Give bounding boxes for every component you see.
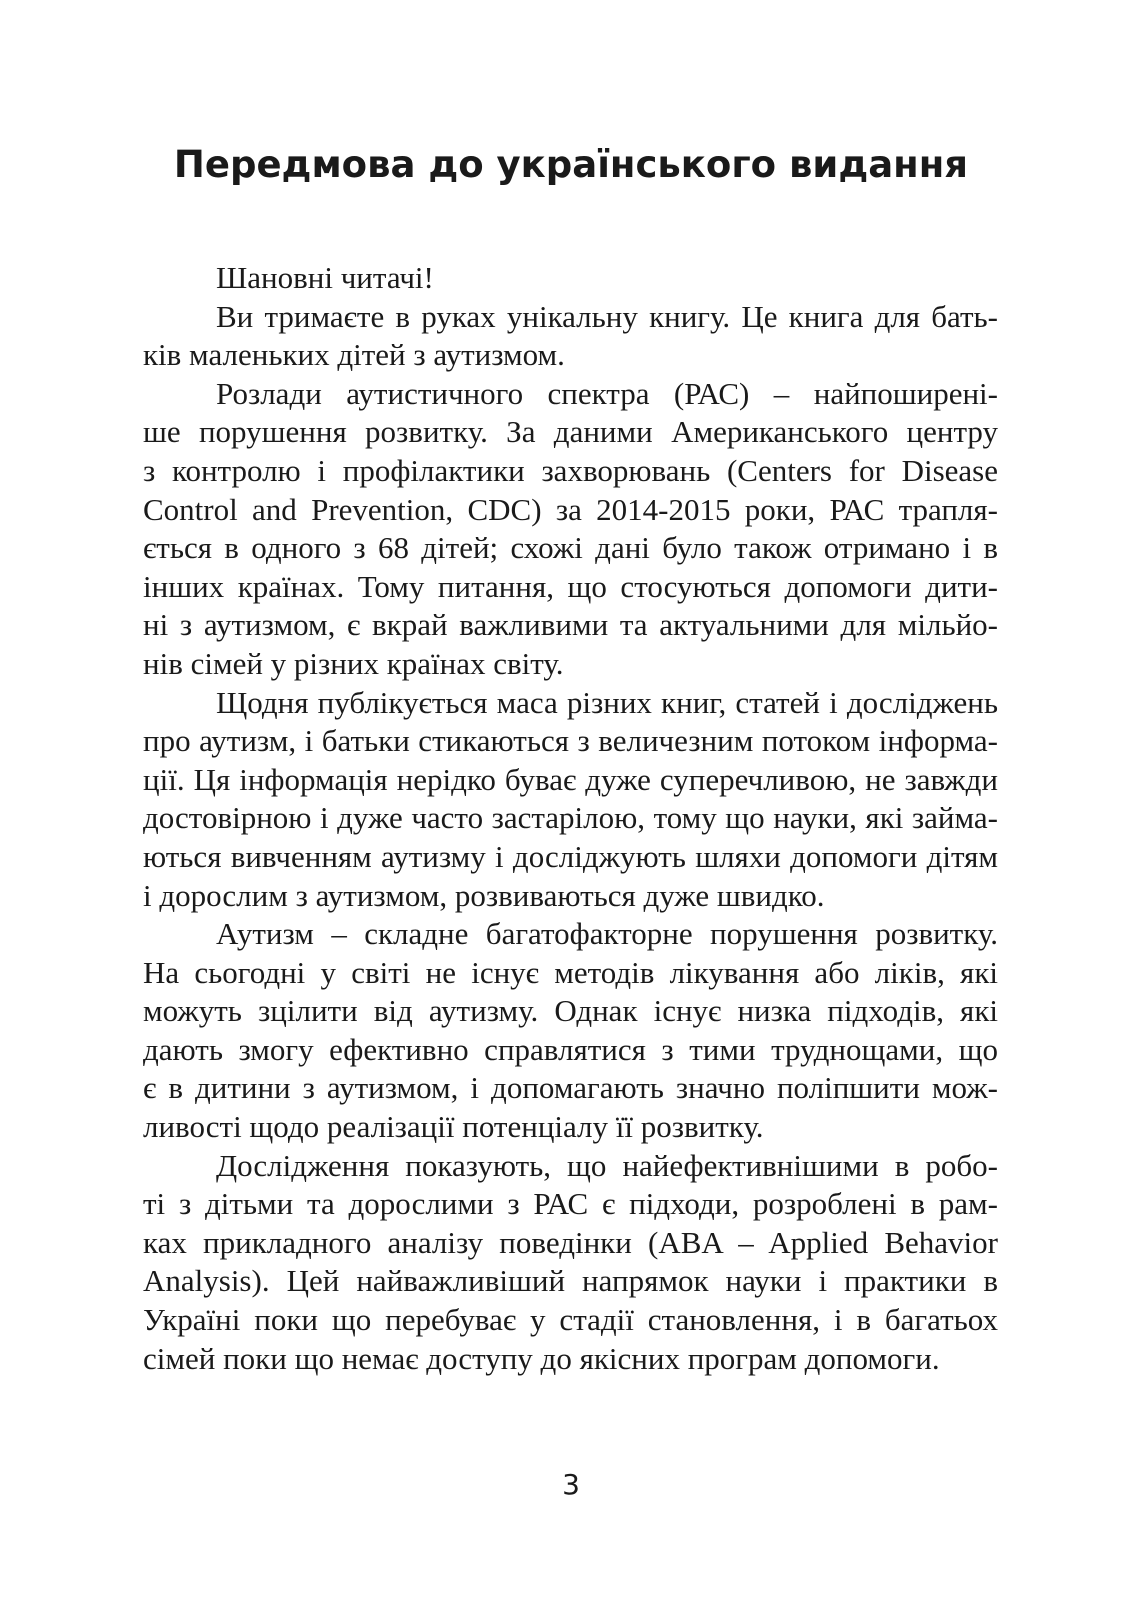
text-line: нів сімей у різних країнах світу.	[143, 645, 564, 681]
text-line: можуть зцілити від аутизму. Однак існує низка підходів, які	[143, 993, 998, 1029]
text-line: Україні поки що перебуває у стадії становлення, і в багатьох	[143, 1302, 998, 1338]
text-line: інших країнах. Тому питання, що стосуються допомоги дити-	[143, 568, 998, 604]
text-line: На сьогодні у світі не існує методів лікування або ліків, які	[143, 954, 998, 990]
text-line: ні з аутизмом, є вкрай важливими та актуальними для мільйо-	[143, 607, 998, 643]
text-line: дають змогу ефективно справлятися з тими труднощами, що	[143, 1031, 998, 1067]
body-text	[143, 259, 998, 1378]
text-line: ються вивченням аутизму і досліджують шляхи допомоги дітям	[143, 838, 998, 874]
text-line: про аутизм, і батьки стикаються з величезним потоком інформа-	[143, 723, 998, 759]
page-title: Передмова до українського видання	[173, 143, 969, 186]
text-line: ків маленьких дітей з аутизмом.	[143, 337, 565, 373]
text-line: Control and Prevention, CDC) за 2014-2015 роки, РАС трапля-	[143, 491, 998, 527]
text-line: ції. Ця інформація нерідко буває дуже суперечливою, не завжди	[143, 761, 998, 797]
text-line: ливості щодо реалізації потенціалу її розвитку.	[143, 1109, 764, 1145]
text-line: ках прикладного аналізу поведінки (ABA – Applied Behavior	[143, 1224, 998, 1260]
text-line: Ви тримаєте в руках унікальну книгу. Це книга для бать-	[216, 298, 998, 334]
text-line: достовірною і дуже часто застарілою, тому що науки, які займа-	[143, 800, 998, 836]
text-line: Щодня публікується маса різних книг, статей і досліджень	[216, 684, 998, 720]
text-line: і дорослим з аутизмом, розвиваються дуже швидко.	[143, 877, 825, 913]
text-line: ється в одного з 68 дітей; схожі дані було також отримано і в	[143, 530, 998, 566]
text-line: є в дитини з аутизмом, і допомагають значно поліпшити мож-	[143, 1070, 998, 1106]
text-line: з контролю і профілактики захворювань (Centers for Disease	[143, 452, 998, 488]
text-line: сімей поки що немає доступу до якісних програм допомоги.	[143, 1340, 940, 1376]
text-line: Аутизм – складне багатофакторне порушення розвитку.	[216, 916, 998, 952]
text-line: ті з дітьми та дорослими з РАС є підходи, розроблені в рам-	[143, 1186, 998, 1222]
text-line: ше порушення розвитку. За даними Американського центру	[143, 414, 998, 450]
page-number: 3	[562, 1468, 580, 1501]
text-line: Розлади аутистичного спектра (РАС) – найпоширені-	[216, 375, 998, 411]
text-line: Дослідження показують, що найефективнішими в робо-	[216, 1147, 998, 1183]
text-line: Шановні читачі!	[216, 260, 434, 295]
text-line: Analysis). Цей найважливіший напрямок науки і практики в	[143, 1263, 998, 1299]
